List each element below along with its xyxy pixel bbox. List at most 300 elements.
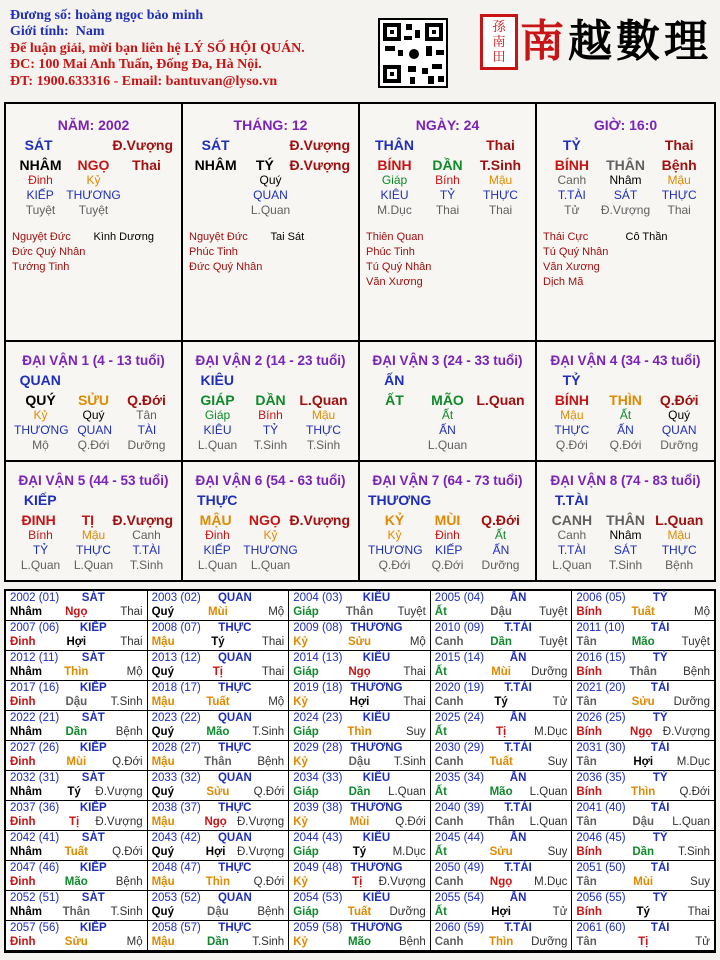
year-cell: [431, 741, 573, 771]
year-cell: [6, 741, 148, 771]
dai-van-gods: [14, 423, 173, 438]
year-branch: Thìn: [488, 936, 514, 948]
year-line1: [576, 802, 710, 815]
year-line2: [576, 785, 710, 799]
year-branch: Tuất: [206, 696, 230, 708]
dai-van-gods-0: KIẾP: [203, 543, 231, 557]
dai-van-gods-2: [474, 423, 527, 438]
year-line1: [152, 622, 285, 635]
year-cell: [148, 861, 290, 891]
stem-branch: [14, 157, 173, 173]
seal-stamp: 孫 南 田: [480, 14, 518, 70]
year-stem: Ất: [434, 846, 447, 858]
year-line1: [10, 832, 143, 845]
year-stage: Q.Đới: [112, 756, 143, 768]
year-cell: [6, 921, 148, 951]
year-label: 2061 (60): [576, 922, 626, 934]
year-stage: Suy: [547, 756, 568, 768]
year-label: 2053 (52): [151, 892, 201, 904]
year-stage: Bệnh: [257, 756, 285, 768]
dai-van-title: ĐẠI VẬN 6 (54 - 63 tuổi): [195, 473, 346, 488]
year-god: TÀI: [650, 922, 670, 934]
dai-van-stage-2: Dưỡng: [127, 438, 166, 452]
ten-god-top-0: THÂN: [375, 137, 414, 153]
year-stem: Đinh: [10, 876, 36, 888]
year-cell: [431, 651, 573, 681]
hidden-stems: [368, 173, 527, 188]
pillar-3: [537, 104, 714, 342]
year-cell: [431, 831, 573, 861]
year-branch: Dậu: [207, 906, 229, 918]
year-god: QUAN: [217, 772, 252, 784]
year-cell: [289, 591, 431, 621]
dai-van-hidden-1: Ất: [441, 408, 454, 422]
year-label: 2040 (39): [434, 802, 485, 814]
dai-van-god: [14, 372, 173, 388]
ten-god-top-2: Thai: [664, 137, 694, 153]
year-stem: Đinh: [10, 756, 36, 768]
four-pillars-grid: [4, 102, 716, 344]
dai-van-gods-1: ẤN: [617, 423, 634, 437]
life-stage-0: Tử: [564, 203, 580, 217]
year-line2: [293, 695, 426, 709]
stem-branch-2: Thai: [132, 157, 161, 173]
dai-van-stem-1: SỬU: [77, 392, 110, 408]
year-god: TÀI: [650, 682, 670, 694]
year-line1: [435, 862, 568, 875]
year-stage: T.Sinh: [678, 846, 710, 858]
year-god: THỰC: [218, 742, 252, 754]
dai-van-stem-1: THÌN: [609, 392, 642, 408]
address-line: ĐC: 100 Mai Anh Tuấn, Đống Đa, Hà Nội.: [10, 57, 262, 73]
gender-line: Giới tính: Nam: [10, 24, 105, 40]
year-line1: [152, 652, 285, 665]
year-label: 2003 (02): [151, 592, 201, 604]
year-line1: [152, 832, 285, 845]
spirit-name: Đức Quý Nhân: [189, 261, 263, 273]
dai-van-stem-2: Q.Đới: [659, 392, 699, 408]
year-branch: Mùi: [349, 816, 370, 828]
year-stage: M.Dục: [676, 756, 710, 768]
year-line2: [152, 695, 285, 709]
year-god: KIÊU: [362, 712, 391, 724]
year-branch: Mão: [631, 636, 655, 648]
year-stage: Tử: [552, 696, 568, 708]
year-line1: [293, 592, 426, 605]
year-branch: Tuất: [347, 906, 372, 918]
year-cell: [289, 681, 431, 711]
year-stem: Quý: [151, 846, 174, 858]
year-line2: [10, 755, 143, 769]
spirits: [366, 230, 529, 290]
year-line2: [10, 875, 143, 889]
year-line1: [576, 682, 710, 695]
year-line1: [10, 592, 143, 605]
year-line2: [293, 665, 426, 679]
year-line1: [152, 772, 285, 785]
dai-van-hidden-0: Bính: [28, 528, 53, 542]
hidden-gods: [191, 188, 350, 203]
year-stem: Quý: [151, 786, 174, 798]
year-cell: [572, 861, 714, 891]
dai-van-gods-0: KIÊU: [203, 423, 232, 437]
year-cell: [289, 921, 431, 951]
dai-van-hidden-1: Quý: [82, 408, 105, 422]
year-branch: Tuất: [631, 606, 655, 618]
logo-text: 南越數理: [520, 16, 712, 67]
year-line2: [435, 785, 568, 799]
year-line2: [152, 725, 285, 739]
year-line2: [152, 605, 285, 619]
dai-van-stage-1: T.Sinh: [253, 438, 288, 452]
year-branch: Dậu: [490, 606, 512, 618]
dai-van-stem-0: QUÝ: [25, 392, 56, 408]
year-branch: Hợi: [633, 756, 654, 768]
year-line2: [576, 905, 710, 919]
spirits: [189, 230, 352, 275]
dai-van-6: [183, 460, 360, 580]
year-stem: Tân: [576, 696, 597, 708]
year-branch: Dần: [207, 936, 229, 948]
year-stem: Bính: [576, 606, 602, 618]
year-branch: Tuất: [489, 756, 513, 768]
year-stem: Giáp: [293, 666, 319, 678]
year-line1: [152, 712, 285, 725]
spirit-row: [12, 260, 175, 275]
year-god: QUAN: [217, 892, 252, 904]
year-line2: [576, 815, 710, 829]
year-cell: [148, 651, 290, 681]
dai-van-god-label: KIẾP: [23, 492, 57, 508]
year-god: THỰC: [218, 922, 252, 934]
year-cell: [572, 711, 714, 741]
year-cell: [289, 741, 431, 771]
ten-god-top-1: [421, 137, 474, 153]
life-stage: [545, 203, 706, 218]
year-label: 2005 (04): [434, 592, 485, 604]
year-cell: [431, 711, 573, 741]
pillar-title: NĂM: 2002: [57, 117, 130, 133]
spirit-name: [271, 245, 353, 260]
year-line1: [576, 832, 710, 845]
year-line1: [576, 622, 710, 635]
year-stem: Đinh: [10, 696, 36, 708]
spirit-name: [626, 260, 709, 275]
year-branch: Dậu: [632, 816, 655, 828]
year-god: TỶ: [652, 592, 668, 604]
year-branch: Tị: [212, 666, 224, 678]
year-stage: Dưỡng: [673, 696, 710, 708]
dai-van-3: [360, 340, 537, 460]
year-line1: [435, 742, 568, 755]
year-branch: Sửu: [631, 696, 655, 708]
year-label: 2039 (38): [293, 802, 343, 814]
year-branch: Mùi: [66, 756, 87, 768]
year-label: 2006 (05): [576, 592, 626, 604]
year-label: 2015 (14): [434, 652, 485, 664]
year-stem: Ất: [434, 666, 447, 678]
year-stem: Mậu: [151, 936, 175, 948]
year-god: QUAN: [217, 592, 252, 604]
year-label: 2029 (28): [293, 742, 343, 754]
year-line2: [293, 845, 426, 859]
year-stage: Thai: [120, 636, 143, 648]
year-cell: [6, 621, 148, 651]
hidden-stems-1: Quý: [259, 173, 282, 187]
year-god: THƯƠNG: [350, 922, 403, 934]
year-branch: Sửu: [347, 636, 371, 648]
dai-van-hidden: [368, 528, 527, 543]
dai-van-hidden-2: Mậu: [667, 528, 691, 542]
year-cell: [572, 771, 714, 801]
dai-van-gods-0: [368, 423, 421, 438]
year-line2: [152, 755, 285, 769]
year-cell: [6, 801, 148, 831]
pillar-1: [183, 104, 360, 342]
dai-van-hidden-1: Nhâm: [609, 528, 642, 542]
year-branch: Dần: [490, 636, 512, 648]
year-god: ẤN: [509, 652, 527, 664]
dai-van-stage: [368, 558, 527, 573]
dai-van-stem-0: ĐINH: [21, 512, 56, 528]
year-line1: [152, 742, 285, 755]
year-line1: [152, 892, 285, 905]
year-line2: [10, 605, 143, 619]
pillar-2: [360, 104, 537, 342]
dai-van-stem-2: Q.Đới: [127, 392, 166, 408]
year-stage: Suy: [547, 846, 568, 858]
year-label: 2002 (01): [10, 592, 60, 604]
year-god: THỰC: [218, 802, 252, 814]
year-stem: Bính: [576, 666, 602, 678]
year-god: TỶ: [652, 892, 668, 904]
year-cell: [289, 621, 431, 651]
dai-van-grid: [4, 340, 716, 582]
year-stem: Canh: [434, 816, 464, 828]
year-god: THƯƠNG: [350, 742, 403, 754]
year-line1: [293, 742, 426, 755]
spirit-name: Văn Xương: [543, 261, 600, 273]
dai-van-gods-2: THỰC: [306, 423, 341, 437]
year-stage: Bệnh: [398, 936, 426, 948]
year-god: QUAN: [217, 712, 252, 724]
year-line2: [293, 875, 426, 889]
year-god: THƯƠNG: [350, 862, 403, 874]
hidden-gods-1: TỶ: [439, 188, 456, 202]
year-god: THỰC: [218, 682, 252, 694]
year-line1: [10, 772, 143, 785]
year-line1: [293, 802, 426, 815]
dai-van-gods-1: THƯƠNG: [243, 543, 298, 557]
ten-god-top-0: SÁT: [24, 137, 53, 153]
year-stage: Mộ: [268, 606, 285, 618]
dai-van-gods-2: [298, 543, 350, 558]
year-cell: [431, 801, 573, 831]
spirit-name: Phúc Tinh: [366, 246, 415, 258]
dai-van-god: [545, 492, 706, 508]
dai-van-hidden-2: Tân: [136, 408, 157, 422]
year-line1: [435, 772, 568, 785]
dai-van-stem-1: MÙI: [434, 512, 461, 528]
ten-god-top-1: [240, 137, 289, 153]
stem-branch-2: Đ.Vượng: [289, 157, 351, 173]
hidden-stems-2: [297, 173, 350, 188]
hidden-stems-0: Giáp: [381, 173, 408, 187]
year-line1: [10, 622, 143, 635]
year-line1: [152, 592, 285, 605]
life-stage: [368, 203, 527, 218]
year-line1: [435, 622, 568, 635]
year-stage: Tử: [695, 936, 710, 948]
year-line2: [152, 935, 285, 949]
spirit-row: [12, 230, 175, 245]
year-stem: Đinh: [10, 816, 36, 828]
year-branch: Mão: [489, 786, 513, 798]
spirit-name: [626, 275, 709, 290]
ten-god-top: [191, 137, 350, 153]
dai-van-god: [14, 492, 173, 508]
year-cell: [289, 771, 431, 801]
year-branch: Thân: [62, 906, 91, 918]
year-line2: [576, 725, 710, 739]
year-line2: [152, 845, 285, 859]
dai-van-stage-0: L.Quan: [197, 558, 238, 572]
year-label: 2008 (07): [151, 622, 201, 634]
hidden-gods-2: THỰC: [661, 188, 697, 202]
year-cell: [431, 891, 573, 921]
life-stage-0: M.Dục: [377, 203, 412, 217]
pillar-title: THÁNG: 12: [233, 117, 308, 133]
year-line2: [10, 815, 143, 829]
year-god: T.TÀI: [504, 802, 532, 814]
year-stem: Quý: [151, 726, 174, 738]
year-label: 2034 (33): [293, 772, 343, 784]
dai-van-gods-0: THƯƠNG: [14, 423, 69, 437]
year-stem: Giáp: [293, 606, 319, 618]
year-line2: [10, 845, 143, 859]
dai-van-stem: [191, 392, 350, 408]
spirit-name: Tú Quý Nhân: [366, 261, 432, 273]
year-god: KIẾP: [79, 742, 107, 754]
year-stage: Bệnh: [115, 726, 143, 738]
year-stem: Kỷ: [293, 876, 308, 888]
year-label: 2058 (57): [151, 922, 201, 934]
year-cell: [572, 921, 714, 951]
year-god: SÁT: [81, 652, 105, 664]
year-branch: Hợi: [205, 846, 226, 858]
dai-van-1: [6, 340, 183, 460]
year-stem: Canh: [434, 876, 464, 888]
year-stem: Nhâm: [10, 606, 42, 618]
ten-god-top-2: Đ.Vượng: [112, 137, 174, 153]
spirit-name: Dịch Mã: [543, 276, 584, 288]
dai-van-title: ĐẠI VẬN 4 (34 - 43 tuổi): [550, 353, 701, 368]
year-stem: Giáp: [293, 786, 319, 798]
year-stem: Bính: [576, 726, 602, 738]
dai-van-hidden: [545, 408, 706, 423]
year-stem: Giáp: [293, 906, 319, 918]
year-line1: [152, 802, 285, 815]
dai-van-stage: [191, 558, 350, 573]
dai-van-hidden-0: Đinh: [205, 528, 230, 542]
stem-branch-2: T.Sinh: [479, 157, 522, 173]
dai-van-gods-2: THỰC: [661, 543, 697, 557]
year-line1: [152, 862, 285, 875]
dai-van-hidden-0: Mậu: [560, 408, 584, 422]
hidden-gods: [545, 188, 706, 203]
year-stage: Đ.Vượng: [237, 816, 285, 828]
year-line2: [293, 815, 426, 829]
year-stage: L.Quan: [388, 786, 426, 798]
stem-branch-0: NHÂM: [19, 157, 62, 173]
spirit-name: Đức Quý Nhân: [12, 246, 86, 258]
year-line1: [576, 652, 710, 665]
year-line2: [152, 635, 285, 649]
year-stem: Mậu: [151, 756, 175, 768]
dai-van-hidden-1: Kỷ: [263, 528, 278, 542]
ten-god-top-2: Đ.Vượng: [289, 137, 351, 153]
dai-van-stem-2: L.Quan: [476, 392, 525, 408]
dai-van-stage-1: Q.Đới: [431, 558, 464, 572]
dai-van-title: ĐẠI VẬN 3 (24 - 33 tuổi): [372, 353, 523, 368]
year-line2: [576, 935, 710, 949]
year-stem: Kỷ: [293, 936, 308, 948]
stem-branch: [545, 157, 706, 173]
life-stage: [14, 203, 173, 218]
year-stage: Mộ: [126, 936, 143, 948]
year-line1: [293, 682, 426, 695]
year-stem: Nhâm: [10, 906, 42, 918]
year-line2: [435, 635, 568, 649]
dai-van-god-label: THỰC: [197, 492, 238, 508]
year-god: QUAN: [217, 832, 252, 844]
year-stage: Bệnh: [115, 876, 143, 888]
year-cell: [6, 891, 148, 921]
year-branch: Tị: [638, 936, 649, 948]
year-stage: Q.Đới: [679, 786, 710, 798]
year-god: KIÊU: [362, 832, 391, 844]
hidden-gods-1: SÁT: [613, 188, 638, 202]
year-stem: Mậu: [151, 636, 175, 648]
dai-van-god-label: T.TÀI: [554, 492, 589, 508]
dai-van-hidden-0: Giáp: [204, 408, 231, 422]
year-label: 2009 (08): [293, 622, 343, 634]
year-branch: Mão: [64, 876, 88, 888]
year-stage: M.Dục: [392, 846, 426, 858]
life-stage: [191, 203, 350, 218]
year-god: KIẾP: [79, 622, 107, 634]
stem-branch-1: DẦN: [432, 157, 463, 173]
dai-van-title: ĐẠI VẬN 1 (4 - 13 tuổi): [22, 353, 165, 368]
year-god: THƯƠNG: [350, 622, 403, 634]
year-cell: [572, 651, 714, 681]
year-cell: [289, 831, 431, 861]
year-stage: Dưỡng: [531, 936, 568, 948]
year-label: 2033 (32): [151, 772, 201, 784]
year-stage: L.Quan: [529, 816, 568, 828]
annual-luck-grid: [4, 589, 716, 953]
year-branch: Thìn: [205, 876, 231, 888]
year-label: 2044 (43): [293, 832, 343, 844]
year-label: 2021 (20): [576, 682, 626, 694]
spirit-row: [543, 275, 708, 290]
year-stage: Mộ: [409, 636, 426, 648]
year-stage: Dưỡng: [531, 666, 568, 678]
year-label: 2031 (30): [576, 742, 626, 754]
year-line2: [10, 785, 143, 799]
pillar-title: NGÀY: 24: [415, 117, 480, 133]
year-line2: [152, 875, 285, 889]
